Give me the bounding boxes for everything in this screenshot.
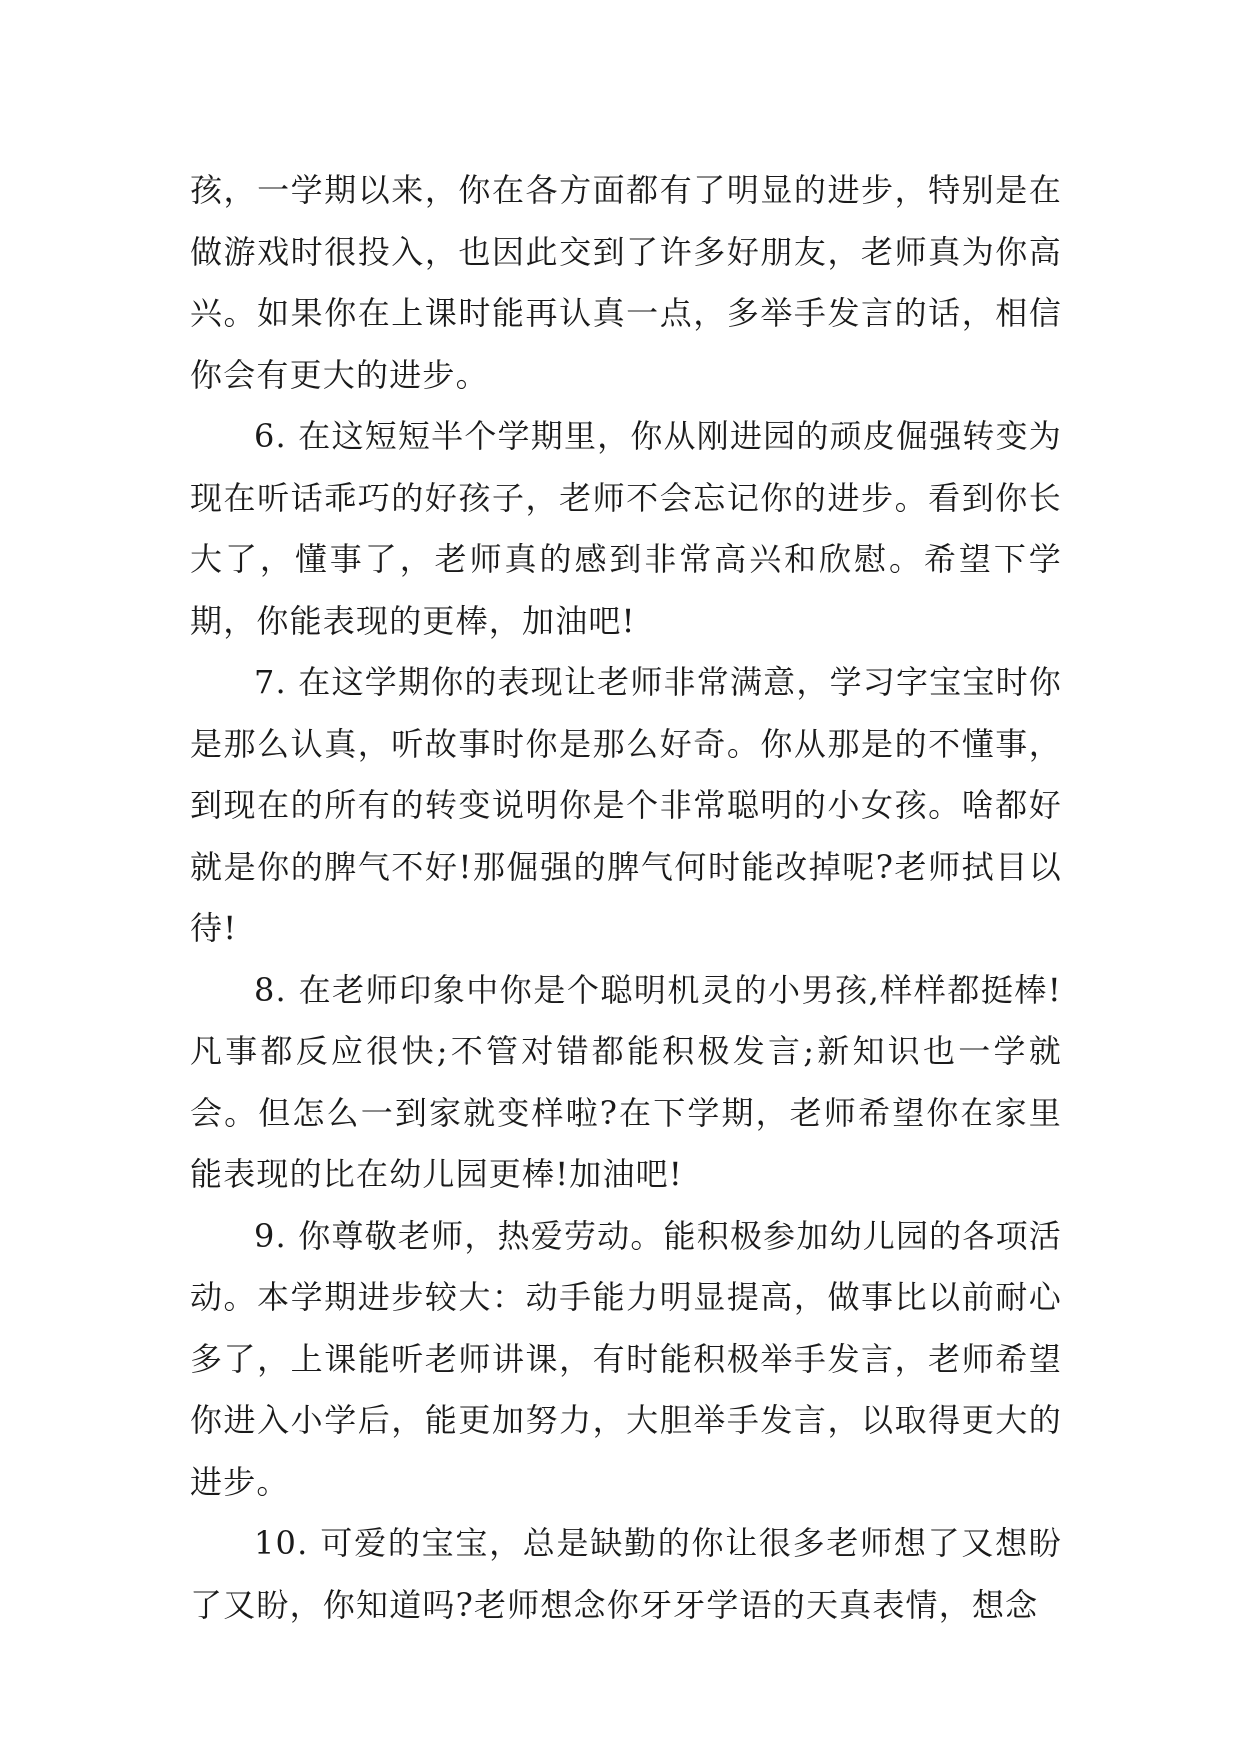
paragraph-item-10: 10. 可爱的宝宝，总是缺勤的你让很多老师想了又想盼了又盼，你知道吗?老师想念你牙牙学语的天真表情，想念: [190, 1524, 1062, 1624]
paragraph-continued: 孩，一学期以来，你在各方面都有了明显的进步，特别是在做游戏时很投入，也因此交到了许多好朋友，老师真为你高兴。如果你在上课时能再认真一点，多举手发言的话，相信你会有更大的进步。: [190, 171, 1062, 394]
paragraph-item-8: 8. 在老师印象中你是个聪明机灵的小男孩,样样都挺棒!凡事都反应很快;不管对错都能积极发言;新知识也一学就会。但怎么一到家就变样啦?在下学期，老师希望你在家里能表现的比在幼儿园更棒!加油吧!: [190, 970, 1062, 1193]
paragraph-item-7: 7. 在这学期你的表现让老师非常满意，学习字宝宝时你是那么认真，听故事时你是那么好奇。你从那是的不懂事，到现在的所有的转变说明你是个非常聪明的小女孩。啥都好就是你的脾气不好!那倔强的脾气何时能改掉呢?老师拭目以待!: [190, 663, 1062, 947]
document-body: [190, 160, 1062, 1636]
paragraph-item-9: 9. 你尊敬老师，热爱劳动。能积极参加幼儿园的各项活动。本学期进步较大：动手能力明显提高，做事比以前耐心多了，上课能听老师讲课，有时能积极举手发言，老师希望你进入小学后，能更加努力，大胆举手发言，以取得更大的进步。: [190, 1216, 1062, 1501]
paragraph-item-6: 6. 在这短短半个学期里，你从刚进园的顽皮倔强转变为现在听话乖巧的好孩子，老师不会忘记你的进步。看到你长大了，懂事了，老师真的感到非常高兴和欣慰。希望下学期，你能表现的更棒，加油吧!: [190, 417, 1062, 640]
